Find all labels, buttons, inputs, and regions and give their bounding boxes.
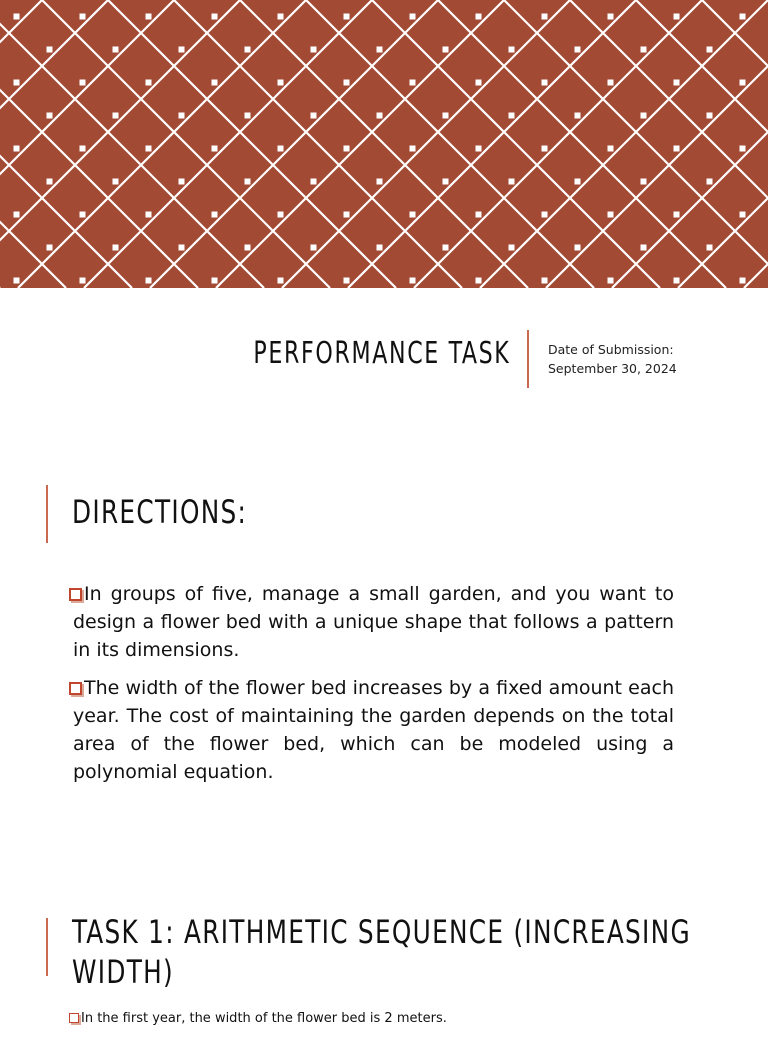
pattern-dot <box>410 14 416 20</box>
pattern-dot <box>14 212 20 218</box>
pattern-dot <box>80 212 86 218</box>
pattern-dot <box>542 278 548 284</box>
pattern-dot <box>476 212 482 218</box>
pattern-dot <box>740 14 746 20</box>
pattern-dot <box>410 80 416 86</box>
pattern-dot <box>344 146 350 152</box>
pattern-dot <box>608 14 614 20</box>
pattern-dot <box>311 47 317 53</box>
pattern-dot <box>80 14 86 20</box>
submission-date <box>548 340 677 378</box>
pattern-dot <box>311 113 317 119</box>
pattern-dot <box>377 47 383 53</box>
pattern-dot <box>740 212 746 218</box>
pattern-dot <box>344 80 350 86</box>
pattern-dot <box>278 212 284 218</box>
pattern-dot <box>212 14 218 20</box>
pattern-dot <box>509 179 515 185</box>
pattern-dot <box>212 146 218 152</box>
pattern-dot <box>47 113 53 119</box>
pattern-dot <box>245 245 251 251</box>
pattern-dot <box>278 278 284 284</box>
pattern-dot <box>641 245 647 251</box>
pattern-dot <box>575 179 581 185</box>
pattern-dot <box>509 47 515 53</box>
pattern-dot <box>476 278 482 284</box>
task1-heading: TASK 1: ARITHMETIC SEQUENCE (INCREASING WIDTH) <box>72 913 691 991</box>
pattern-dot <box>47 47 53 53</box>
pattern-dot <box>278 80 284 86</box>
pattern-dot <box>146 80 152 86</box>
list-item: In groups of five, manage a small garden, and you want to design a flower bed with a unique shape that follows a pattern in its dimensions. <box>73 580 674 664</box>
checkbox-bullet-icon <box>69 1013 79 1023</box>
pattern-dot <box>14 278 20 284</box>
date-value: September 30, 2024 <box>548 361 677 376</box>
pattern-dot <box>707 245 713 251</box>
task1-list <box>73 1010 674 1038</box>
pattern-dot <box>674 14 680 20</box>
pattern-dot <box>740 80 746 86</box>
pattern-dot <box>377 179 383 185</box>
pattern-dot <box>113 47 119 53</box>
pattern-dot <box>542 14 548 20</box>
pattern-dot <box>344 278 350 284</box>
pattern-dot <box>641 179 647 185</box>
pattern-dot <box>344 14 350 20</box>
checkbox-bullet-icon <box>69 588 82 601</box>
pattern-dot <box>707 113 713 119</box>
pattern-dot <box>707 179 713 185</box>
pattern-dot <box>608 80 614 86</box>
pattern-dot <box>476 80 482 86</box>
pattern-dot <box>212 212 218 218</box>
pattern-dot <box>542 146 548 152</box>
pattern-dot <box>245 47 251 53</box>
pattern-dot <box>641 47 647 53</box>
pattern-dot <box>542 212 548 218</box>
title-divider <box>527 330 529 388</box>
pattern-dot <box>674 146 680 152</box>
pattern-dot <box>443 47 449 53</box>
pattern-dot <box>608 212 614 218</box>
pattern-dot <box>443 113 449 119</box>
pattern-dot <box>476 14 482 20</box>
pattern-dot <box>575 113 581 119</box>
pattern-dot <box>212 278 218 284</box>
pattern-dot <box>14 80 20 86</box>
pattern-dot <box>245 179 251 185</box>
pattern-dot <box>674 80 680 86</box>
directions-section-header <box>0 485 768 545</box>
pattern-dot <box>146 14 152 20</box>
lattice-pattern <box>0 0 768 288</box>
pattern-dot <box>674 278 680 284</box>
accent-bar <box>46 918 48 976</box>
pattern-dot <box>674 212 680 218</box>
checkbox-bullet-icon <box>69 682 82 695</box>
pattern-dot <box>146 212 152 218</box>
date-label: Date of Submission: <box>548 342 674 357</box>
pattern-dot <box>47 245 53 251</box>
pattern-dot <box>146 146 152 152</box>
list-item: The width of the flower bed increases by a fixed amount each year. The cost of maintaining the garden depends on the total area of the flower bed, which can be modeled using a polynomial equation. <box>73 674 674 786</box>
pattern-dot <box>608 146 614 152</box>
pattern-dot <box>146 278 152 284</box>
pattern-dot <box>410 212 416 218</box>
pattern-dot <box>377 113 383 119</box>
pattern-dot <box>443 179 449 185</box>
pattern-dot <box>344 212 350 218</box>
pattern-dot <box>14 146 20 152</box>
pattern-dot <box>410 278 416 284</box>
pattern-dot <box>278 14 284 20</box>
pattern-dot <box>278 146 284 152</box>
pattern-dot <box>14 14 20 20</box>
pattern-dot <box>410 146 416 152</box>
accent-bar <box>46 485 48 543</box>
pattern-dot <box>47 179 53 185</box>
pattern-dot <box>179 245 185 251</box>
list-item: In the first year, the width of the flower bed is 2 meters. <box>73 1010 674 1028</box>
task1-section-header <box>0 912 768 992</box>
pattern-dot <box>113 179 119 185</box>
pattern-dot <box>542 80 548 86</box>
pattern-dot <box>311 179 317 185</box>
pattern-dot <box>80 80 86 86</box>
pattern-dot <box>212 80 218 86</box>
pattern-dot <box>443 245 449 251</box>
pattern-dot <box>740 146 746 152</box>
pattern-dot <box>608 278 614 284</box>
title-block <box>0 330 768 390</box>
pattern-dot <box>377 245 383 251</box>
pattern-dot <box>509 245 515 251</box>
pattern-dot <box>245 113 251 119</box>
pattern-dot <box>113 113 119 119</box>
page-title: PERFORMANCE TASK <box>252 336 510 371</box>
pattern-dot <box>113 245 119 251</box>
pattern-dot <box>179 113 185 119</box>
pattern-dot <box>509 113 515 119</box>
pattern-dot <box>311 245 317 251</box>
pattern-dot <box>707 47 713 53</box>
pattern-dot <box>476 146 482 152</box>
pattern-dot <box>80 146 86 152</box>
pattern-dot <box>575 245 581 251</box>
directions-heading: DIRECTIONS: <box>72 493 248 531</box>
directions-list <box>73 580 674 796</box>
pattern-dot <box>740 278 746 284</box>
decorative-pattern-banner <box>0 0 768 288</box>
pattern-dot <box>179 179 185 185</box>
pattern-dot <box>641 113 647 119</box>
pattern-dot <box>179 47 185 53</box>
pattern-dot <box>575 47 581 53</box>
pattern-dot <box>80 278 86 284</box>
